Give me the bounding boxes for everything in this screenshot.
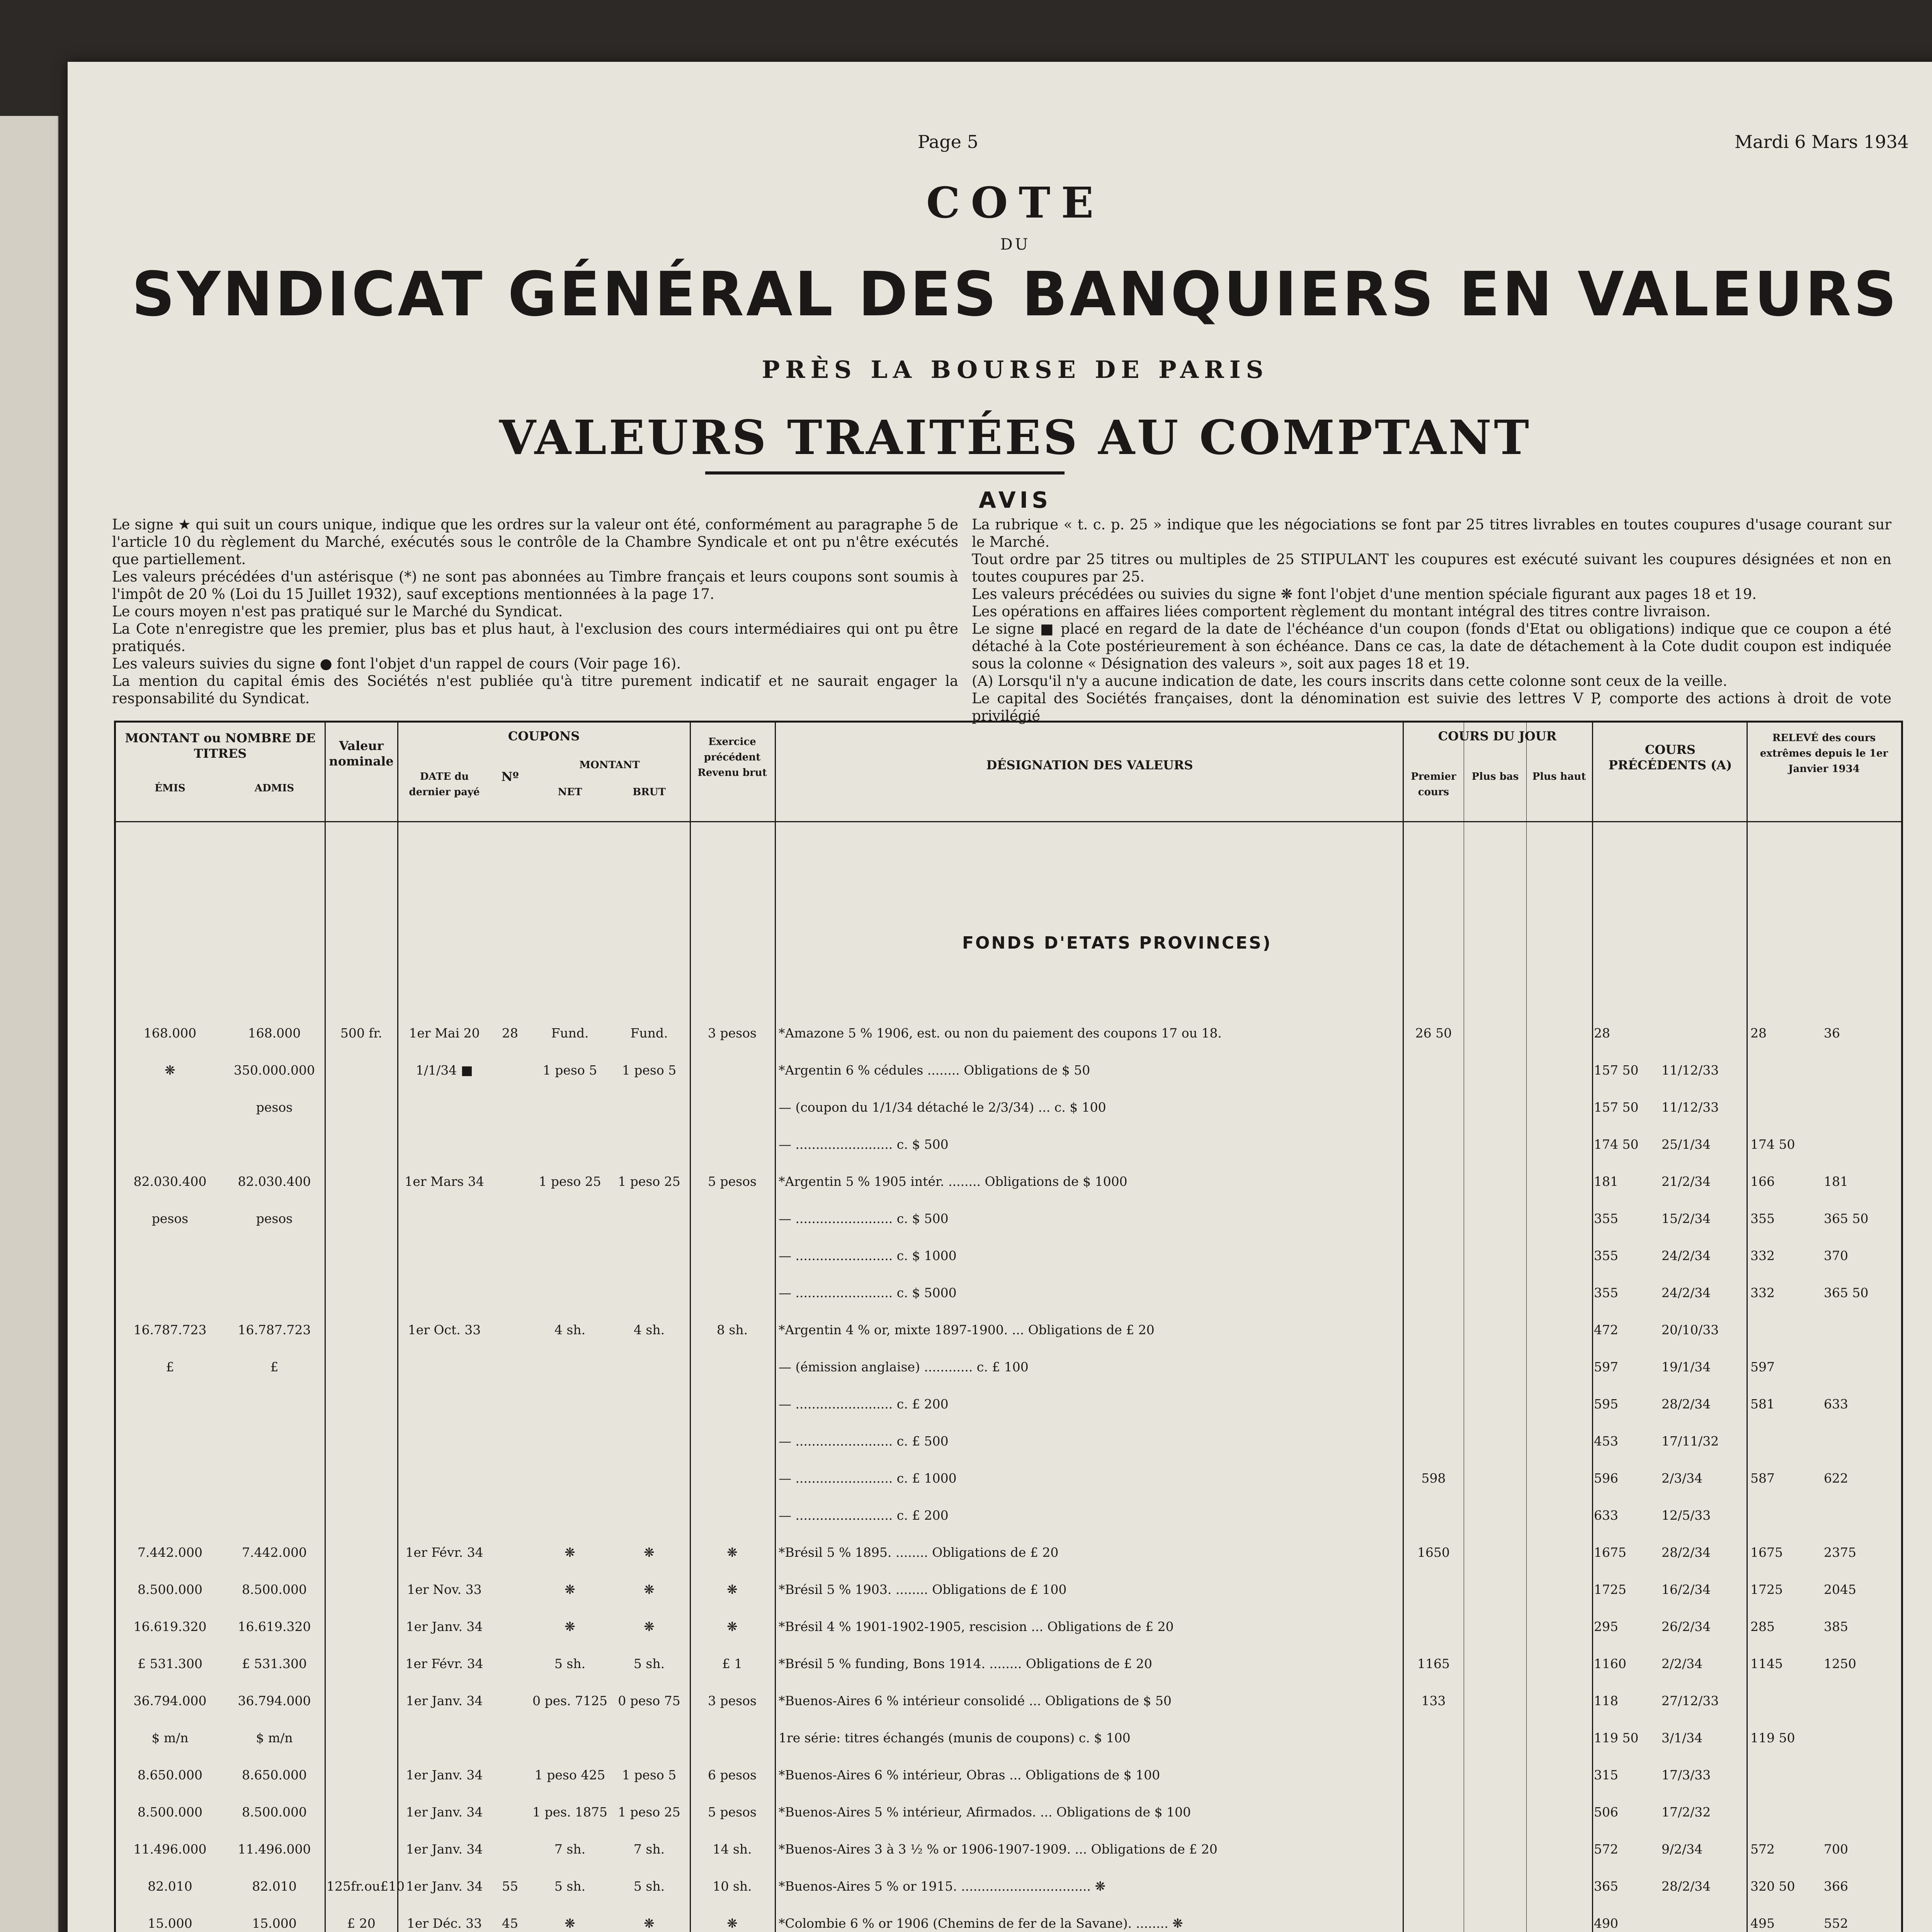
- cell-admis: 8.500.000: [242, 1804, 307, 1820]
- cell-prem: 26 50: [1415, 1026, 1452, 1041]
- cell-emis: £ 531.300: [138, 1656, 202, 1671]
- cell-p1: 118: [1594, 1693, 1618, 1708]
- cell-emis: 8.500.000: [138, 1804, 202, 1820]
- cell-date: 1er Janv. 34: [406, 1693, 483, 1708]
- cell-des: — ........................ c. $ 500: [779, 1137, 949, 1152]
- page-number: Page 5: [918, 131, 978, 152]
- cell-prem: 133: [1421, 1693, 1446, 1708]
- cell-p2: 24/2/34: [1662, 1285, 1711, 1300]
- avis-paragraph: La mention du capital émis des Sociétés n'est publiée qu'à titre purement indicatif et ne saurait engager la responsabilité du Syndicat.: [112, 673, 958, 707]
- cell-des: *Buenos-Aires 5 % or 1915. ................................ ❋: [779, 1879, 1106, 1894]
- avis-paragraph: (A) Lorsqu'il n'y a aucune indication de date, les cours inscrits dans cette colonne sont ceux de la veille.: [972, 673, 1728, 689]
- cell-prem: 598: [1421, 1471, 1446, 1486]
- header-valeur-nominale: Valeur nominale: [329, 738, 394, 769]
- cell-date: 1/1/34 ■: [416, 1063, 473, 1078]
- cell-des: — ........................ c. £ 1000: [779, 1471, 957, 1486]
- cell-p1: 1160: [1594, 1656, 1626, 1671]
- quotation-table: [114, 721, 1903, 1932]
- cell-net: Fund.: [551, 1026, 589, 1041]
- cell-net: 1 peso 425: [534, 1767, 605, 1782]
- cell-brut: ❋: [644, 1619, 655, 1634]
- cell-des: *Amazone 5 % 1906, est. ou non du paiement des coupons 17 ou 18.: [779, 1026, 1222, 1041]
- cell-p2: 17/11/32: [1662, 1434, 1719, 1449]
- cell-admis: 8.650.000: [242, 1767, 307, 1782]
- cell-r1: 581: [1750, 1396, 1775, 1412]
- cell-brut: ❋: [644, 1582, 655, 1597]
- cell-p1: 1725: [1594, 1582, 1626, 1597]
- table-row: [116, 1247, 1901, 1265]
- cell-des: — ........................ c. £ 200: [779, 1508, 949, 1523]
- cell-p2: 17/2/32: [1662, 1804, 1711, 1820]
- cell-des: *Argentin 5 % 1905 intér. ........ Obligations de $ 1000: [779, 1174, 1128, 1189]
- cell-net: 0 pes. 7125: [532, 1693, 608, 1708]
- table-row: [116, 1803, 1901, 1821]
- cell-r2: 365 50: [1824, 1285, 1869, 1300]
- cell-p2: 28/2/34: [1662, 1545, 1711, 1560]
- cell-brut: 5 sh.: [633, 1656, 665, 1671]
- header-admis: ADMIS: [254, 782, 294, 794]
- table-row: [116, 1098, 1901, 1117]
- cell-admis: $ m/n: [256, 1730, 293, 1745]
- cell-des: *Buenos-Aires 6 % intérieur consolidé ... Obligations de $ 50: [779, 1693, 1172, 1708]
- cell-p2: 16/2/34: [1662, 1582, 1711, 1597]
- cell-p2: 9/2/34: [1662, 1842, 1703, 1857]
- cell-des: *Buenos-Aires 6 % intérieur, Obras ... Obligations de $ 100: [779, 1767, 1160, 1782]
- title-du: DU: [1000, 236, 1031, 253]
- cell-des: — ........................ c. $ 1000: [779, 1248, 957, 1263]
- section-fonds-etats: FONDS D'ETATS PROVINCES): [962, 933, 1272, 953]
- cell-p2: 15/2/34: [1662, 1211, 1711, 1226]
- cell-p2: 12/5/33: [1662, 1508, 1711, 1523]
- cell-r1: 1725: [1750, 1582, 1783, 1597]
- cell-p1: 595: [1594, 1396, 1618, 1412]
- cell-rev: ❋: [727, 1619, 738, 1634]
- cell-emis: 82.030.400: [133, 1174, 207, 1189]
- masthead-subtitle: PRÈS LA BOURSE DE PARIS: [762, 355, 1269, 384]
- avis-paragraph: La rubrique « t. c. p. 25 » indique que les négociations se font par 25 titres livrables en toutes coupures d'usage courant sur le Marché.: [972, 516, 1891, 550]
- cell-p1: 1675: [1594, 1545, 1626, 1560]
- cell-p1: 506: [1594, 1804, 1618, 1820]
- cell-net: 5 sh.: [554, 1879, 586, 1894]
- cell-p1: 119 50: [1594, 1730, 1639, 1745]
- cell-admis: 82.010: [252, 1879, 297, 1894]
- avis-paragraph: Le cours moyen n'est pas pratiqué sur le Marché du Syndicat.: [112, 603, 563, 620]
- header-premier: Premier cours: [1411, 771, 1456, 798]
- cell-r1: 119 50: [1750, 1730, 1795, 1745]
- cell-p1: 596: [1594, 1471, 1618, 1486]
- cell-brut: 1 peso 25: [618, 1174, 680, 1189]
- cell-brut: Fund.: [630, 1026, 668, 1041]
- cell-p2: 20/10/33: [1662, 1322, 1719, 1337]
- cell-rev: 5 pesos: [708, 1174, 757, 1189]
- cell-p1: 157 50: [1594, 1100, 1639, 1115]
- cell-emis: 82.010: [148, 1879, 192, 1894]
- cell-date: 1er Janv. 34: [406, 1804, 483, 1820]
- table-row: [116, 1914, 1901, 1932]
- cell-rev: 10 sh.: [713, 1879, 752, 1894]
- cell-brut: 4 sh.: [633, 1322, 665, 1337]
- cell-brut: 0 peso 75: [618, 1693, 680, 1708]
- cell-admis: 16.787.723: [238, 1322, 311, 1337]
- cell-admis: pesos: [256, 1100, 293, 1115]
- cell-p2: 19/1/34: [1662, 1359, 1711, 1374]
- avis-paragraph: Les valeurs précédées d'un astérisque (*) ne sont pas abonnées au Timbre français et leurs coupons sont soumis à l'impôt de 20 % (Loi du 15 Juillet 1932), sauf exceptions mentionnées à la page 17.: [112, 568, 958, 602]
- cell-r1: 355: [1750, 1211, 1775, 1226]
- cell-des: — ........................ c. $ 5000: [779, 1285, 957, 1300]
- cell-r1: 587: [1750, 1471, 1775, 1486]
- cell-nom: 500 fr.: [340, 1026, 383, 1041]
- cell-admis: 82.030.400: [238, 1174, 311, 1189]
- avis-paragraph: Les valeurs précédées ou suivies du signe ❋ font l'objet d'une mention spéciale figurant aux pages 18 et 19.: [972, 586, 1757, 602]
- cell-p1: 355: [1594, 1285, 1618, 1300]
- header-num: Nº: [501, 769, 519, 784]
- header-date: DATE du dernier payé: [409, 771, 480, 798]
- cell-p1: 355: [1594, 1211, 1618, 1226]
- header-designation: DÉSIGNATION DES VALEURS: [986, 758, 1193, 772]
- cell-net: 5 sh.: [554, 1656, 586, 1671]
- cell-p2: 28/2/34: [1662, 1879, 1711, 1894]
- table-row: [116, 1024, 1901, 1043]
- cell-r2: 2045: [1824, 1582, 1856, 1597]
- cell-rev: £ 1: [722, 1656, 743, 1671]
- cell-net: 7 sh.: [554, 1842, 586, 1857]
- cell-admis: £: [270, 1359, 279, 1374]
- table-row: [116, 1543, 1901, 1562]
- header-emis: ÉMIS: [155, 782, 185, 794]
- cell-rev: 3 pesos: [708, 1693, 757, 1708]
- title-cote: COTE: [926, 178, 1105, 228]
- header-montant-coupon: MONTANT: [579, 759, 640, 771]
- table-row: [116, 1135, 1901, 1154]
- table-row: [116, 1209, 1901, 1228]
- cell-r2: 370: [1824, 1248, 1848, 1263]
- cell-admis: pesos: [256, 1211, 293, 1226]
- cell-nom: 125fr.ou£10: [327, 1879, 405, 1894]
- cell-r1: 332: [1750, 1248, 1775, 1263]
- table-row: [116, 1580, 1901, 1599]
- table-row: [116, 1506, 1901, 1525]
- table-row: [116, 1321, 1901, 1339]
- cell-des: *Argentin 6 % cédules ........ Obligations de $ 50: [779, 1063, 1090, 1078]
- header-cours-jour: COURS DU JOUR: [1438, 729, 1557, 743]
- cell-rev: 6 pesos: [708, 1767, 757, 1782]
- cell-r2: 633: [1824, 1396, 1848, 1412]
- cell-date: 1er Nov. 33: [407, 1582, 482, 1597]
- cell-r2: 366: [1824, 1879, 1848, 1894]
- cell-emis: pesos: [151, 1211, 189, 1226]
- cell-p1: 157 50: [1594, 1063, 1639, 1078]
- table-row: [116, 1729, 1901, 1747]
- cell-emis: £: [166, 1359, 174, 1374]
- cell-r2: 385: [1824, 1619, 1848, 1634]
- cell-p2: 11/12/33: [1662, 1100, 1719, 1115]
- cell-brut: 1 peso 5: [622, 1767, 677, 1782]
- cell-brut: 5 sh.: [633, 1879, 665, 1894]
- cell-rev: 14 sh.: [713, 1842, 752, 1857]
- table-row: [116, 1172, 1901, 1191]
- cell-r2: 700: [1824, 1842, 1848, 1857]
- cell-p1: 28: [1594, 1026, 1610, 1041]
- cell-date: 1er Janv. 34: [406, 1619, 483, 1634]
- cell-des: *Brésil 5 % funding, Bons 1914. ........ Obligations de £ 20: [779, 1656, 1152, 1671]
- cell-brut: 7 sh.: [633, 1842, 665, 1857]
- cell-r1: 166: [1750, 1174, 1775, 1189]
- cell-admis: 15.000: [252, 1916, 297, 1931]
- cell-p1: 597: [1594, 1359, 1618, 1374]
- cell-nom: £ 20: [347, 1916, 376, 1931]
- cell-des: *Argentin 4 % or, mixte 1897-1900. ... Obligations de £ 20: [779, 1322, 1155, 1337]
- cell-p1: 633: [1594, 1508, 1618, 1523]
- cell-admis: 350.000.000: [234, 1063, 315, 1078]
- avis-heading: AVIS: [978, 487, 1052, 513]
- cell-r1: 597: [1750, 1359, 1775, 1374]
- cell-p1: 295: [1594, 1619, 1618, 1634]
- cell-r1: 572: [1750, 1842, 1775, 1857]
- cell-emis: 16.787.723: [133, 1322, 207, 1337]
- table-row: [116, 1766, 1901, 1784]
- header-plus-bas: Plus bas: [1471, 771, 1519, 782]
- adjacent-page-strip: [0, 116, 59, 1932]
- header-releve: RELEVÉ des cours extrêmes depuis le 1er Janvier 1934: [1760, 732, 1888, 775]
- table-row: [116, 1432, 1901, 1451]
- cell-r1: 332: [1750, 1285, 1775, 1300]
- cell-date: 1er Janv. 34: [406, 1842, 483, 1857]
- cell-rev: 8 sh.: [716, 1322, 748, 1337]
- cell-r2: 36: [1824, 1026, 1840, 1041]
- cell-r2: 365 50: [1824, 1211, 1869, 1226]
- cell-des: *Colombie 6 % or 1906 (Chemins de fer de la Savane). ........ ❋: [779, 1916, 1183, 1931]
- cell-des: *Buenos-Aires 3 à 3 ½ % or 1906-1907-1909. ... Obligations de £ 20: [779, 1842, 1218, 1857]
- cell-p2: 11/12/33: [1662, 1063, 1719, 1078]
- cell-p2: 17/3/33: [1662, 1767, 1711, 1782]
- cell-des: 1re série: titres échangés (munis de coupons) c. $ 100: [779, 1730, 1131, 1745]
- cell-p1: 365: [1594, 1879, 1618, 1894]
- cell-des: — ........................ c. £ 200: [779, 1396, 949, 1412]
- cell-des: — (émission anglaise) ............ c. £ 100: [779, 1359, 1029, 1374]
- cell-admis: 8.500.000: [242, 1582, 307, 1597]
- cell-admis: 7.442.000: [242, 1545, 307, 1560]
- cell-rev: ❋: [727, 1545, 738, 1560]
- header-divider: [116, 821, 1901, 822]
- cell-r2: 1250: [1824, 1656, 1856, 1671]
- avis-right-column: [972, 516, 1891, 724]
- cell-net: ❋: [565, 1916, 575, 1931]
- table-row: [116, 1877, 1901, 1896]
- cell-emis: 8.650.000: [138, 1767, 202, 1782]
- cell-p2: 21/2/34: [1662, 1174, 1711, 1189]
- avis-paragraph: La Cote n'enregistre que les premier, plus bas et plus haut, à l'exclusion des cours intermédiaires qui ont pu être pratiqués.: [112, 621, 958, 655]
- cell-rev: ❋: [727, 1916, 738, 1931]
- cell-emis: $ m/n: [151, 1730, 189, 1745]
- cell-num: 45: [502, 1916, 518, 1931]
- table-row: [116, 1284, 1901, 1302]
- cell-r1: 320 50: [1750, 1879, 1795, 1894]
- cell-date: 1er Févr. 34: [405, 1545, 483, 1560]
- table-row: [116, 1692, 1901, 1710]
- cell-p2: 2/2/34: [1662, 1656, 1703, 1671]
- cell-rev: ❋: [727, 1582, 738, 1597]
- page-header: [68, 131, 1932, 155]
- cell-des: *Brésil 5 % 1903. ........ Obligations de £ 100: [779, 1582, 1067, 1597]
- avis-paragraph: Les valeurs suivies du signe ● font l'objet d'un rappel de cours (Voir page 16).: [112, 655, 681, 672]
- cell-p1: 572: [1594, 1842, 1618, 1857]
- cell-des: — ........................ c. $ 500: [779, 1211, 949, 1226]
- cell-r1: 495: [1750, 1916, 1775, 1931]
- cell-brut: ❋: [644, 1545, 655, 1560]
- cell-admis: £ 531.300: [242, 1656, 307, 1671]
- cell-date: 1er Déc. 33: [406, 1916, 482, 1931]
- table-row: [116, 1395, 1901, 1413]
- table-row: [116, 1469, 1901, 1488]
- cell-admis: 168.000: [248, 1026, 301, 1041]
- avis-paragraph: Le capital des Sociétés françaises, dont la dénomination est suivie des lettres V P, comporte des actions à droit de vote privilégié: [972, 690, 1891, 724]
- cell-p2: 27/12/33: [1662, 1693, 1719, 1708]
- cell-r1: 174 50: [1750, 1137, 1795, 1152]
- cell-admis: 16.619.320: [238, 1619, 311, 1634]
- cell-emis: 15.000: [148, 1916, 192, 1931]
- cell-p1: 490: [1594, 1916, 1618, 1931]
- cell-p1: 181: [1594, 1174, 1618, 1189]
- cell-p1: 472: [1594, 1322, 1618, 1337]
- header-exercice: Exercice précédent Revenu brut: [697, 736, 767, 779]
- cell-des: *Buenos-Aires 5 % intérieur, Afirmados. ... Obligations de $ 100: [779, 1804, 1191, 1820]
- cell-r2: 622: [1824, 1471, 1848, 1486]
- cell-date: 1er Janv. 34: [406, 1767, 483, 1782]
- cell-des: *Brésil 5 % 1895. ........ Obligations de £ 20: [779, 1545, 1059, 1560]
- cell-p2: 24/2/34: [1662, 1248, 1711, 1263]
- cell-p1: 355: [1594, 1248, 1618, 1263]
- page-date: Mardi 6 Mars 1934: [1735, 131, 1909, 152]
- table-row: [116, 1061, 1901, 1080]
- cell-num: 28: [502, 1026, 518, 1041]
- avis-left-column: [112, 516, 958, 707]
- table-row: [116, 1840, 1901, 1859]
- table-row: [116, 1655, 1901, 1673]
- header-brut: BRUT: [633, 786, 666, 798]
- cell-brut: 1 peso 25: [618, 1804, 680, 1820]
- cell-emis: 168.000: [143, 1026, 197, 1041]
- cell-r1: 1145: [1750, 1656, 1783, 1671]
- cell-p2: 3/1/34: [1662, 1730, 1703, 1745]
- cell-rev: 5 pesos: [708, 1804, 757, 1820]
- cell-date: 1er Janv. 34: [406, 1879, 483, 1894]
- cell-p2: 26/2/34: [1662, 1619, 1711, 1634]
- cell-num: 55: [502, 1879, 518, 1894]
- cell-des: *Brésil 4 % 1901-1902-1905, rescision ... Obligations de £ 20: [779, 1619, 1174, 1634]
- cell-r2: 181: [1824, 1174, 1848, 1189]
- cell-r1: 28: [1750, 1026, 1767, 1041]
- cell-r1: 285: [1750, 1619, 1775, 1634]
- avis-paragraph: Les opérations en affaires liées comportent règlement du montant intégral des titres contre livraison.: [972, 603, 1711, 620]
- cell-p1: 174 50: [1594, 1137, 1639, 1152]
- cell-net: ❋: [565, 1619, 575, 1634]
- cell-brut: 1 peso 5: [622, 1063, 677, 1078]
- cell-admis: 36.794.000: [238, 1693, 311, 1708]
- table-row: [116, 1358, 1901, 1376]
- cell-emis: 16.619.320: [133, 1619, 207, 1634]
- cell-emis: 11.496.000: [133, 1842, 207, 1857]
- cell-p2: 28/2/34: [1662, 1396, 1711, 1412]
- masthead-title: SYNDICAT GÉNÉRAL DES BANQUIERS EN VALEURS: [131, 259, 1899, 330]
- cell-admis: 11.496.000: [238, 1842, 311, 1857]
- cell-p1: 453: [1594, 1434, 1618, 1449]
- cell-r2: 552: [1824, 1916, 1848, 1931]
- cell-date: 1er Mars 34: [405, 1174, 484, 1189]
- avis-paragraph: Le signe ■ placé en regard de la date de l'échéance d'un coupon (fonds d'Etat ou obligations) indique que ce coupon a été détaché à la Cote postérieurement à son échéance. Dans ce cas, la date de détachement à la Cote dudit coupon est indiquée sous la colonne « Désignation des valeurs », soit aux pages 18 et 19.: [972, 621, 1891, 672]
- cell-date: 1er Oct. 33: [408, 1322, 481, 1337]
- header-montant: MONTANT ou NOMBRE DE TITRES: [125, 731, 316, 761]
- cell-emis: 36.794.000: [133, 1693, 207, 1708]
- newspaper-page: [68, 62, 1932, 1932]
- cell-date: 1er Mai 20: [409, 1026, 480, 1041]
- cell-brut: ❋: [644, 1916, 655, 1931]
- cell-date: 1er Févr. 34: [405, 1656, 483, 1671]
- cell-net: 1 peso 25: [539, 1174, 601, 1189]
- cell-p2: 2/3/34: [1662, 1471, 1703, 1486]
- cell-r1: 1675: [1750, 1545, 1783, 1560]
- table-row: [116, 1617, 1901, 1636]
- cell-emis: 8.500.000: [138, 1582, 202, 1597]
- cell-emis: ❋: [165, 1063, 175, 1078]
- avis-paragraph: Le signe ★ qui suit un cours unique, indique que les ordres sur la valeur ont été, conformément au paragraphe 5 de l'article 10 du règlement du Marché, exécutés sous le contrôle de la Chambre Syndicale et ont pu n'être exécutés que partiellement.: [112, 516, 958, 568]
- header-plus-haut: Plus haut: [1532, 771, 1586, 782]
- cell-net: ❋: [565, 1545, 575, 1560]
- cell-emis: 7.442.000: [138, 1545, 202, 1560]
- cell-p1: 315: [1594, 1767, 1618, 1782]
- section-heading: VALEURS TRAITÉES AU COMPTANT: [499, 410, 1531, 465]
- cell-prem: 1650: [1417, 1545, 1450, 1560]
- cell-des: — ........................ c. £ 500: [779, 1434, 949, 1449]
- cell-net: 1 pes. 1875: [532, 1804, 608, 1820]
- cell-net: 1 peso 5: [543, 1063, 597, 1078]
- cell-net: 4 sh.: [554, 1322, 586, 1337]
- cell-des: — (coupon du 1/1/34 détaché le 2/3/34) ... c. $ 100: [779, 1100, 1106, 1115]
- cell-net: ❋: [565, 1582, 575, 1597]
- header-net: NET: [558, 786, 582, 798]
- section-heading-underline: [705, 471, 1065, 474]
- cell-rev: 3 pesos: [708, 1026, 757, 1041]
- avis-paragraph: Tout ordre par 25 titres ou multiples de 25 STIPULANT les coupures est exécuté suivant les coupures désignées et non en toutes coupures par 25.: [972, 551, 1891, 585]
- header-coupons: COUPONS: [508, 729, 580, 743]
- cell-r2: 2375: [1824, 1545, 1856, 1560]
- header-cours-precedents: COURS PRÉCÉDENTS (A): [1608, 742, 1732, 772]
- cell-p2: 25/1/34: [1662, 1137, 1711, 1152]
- cell-prem: 1165: [1417, 1656, 1450, 1671]
